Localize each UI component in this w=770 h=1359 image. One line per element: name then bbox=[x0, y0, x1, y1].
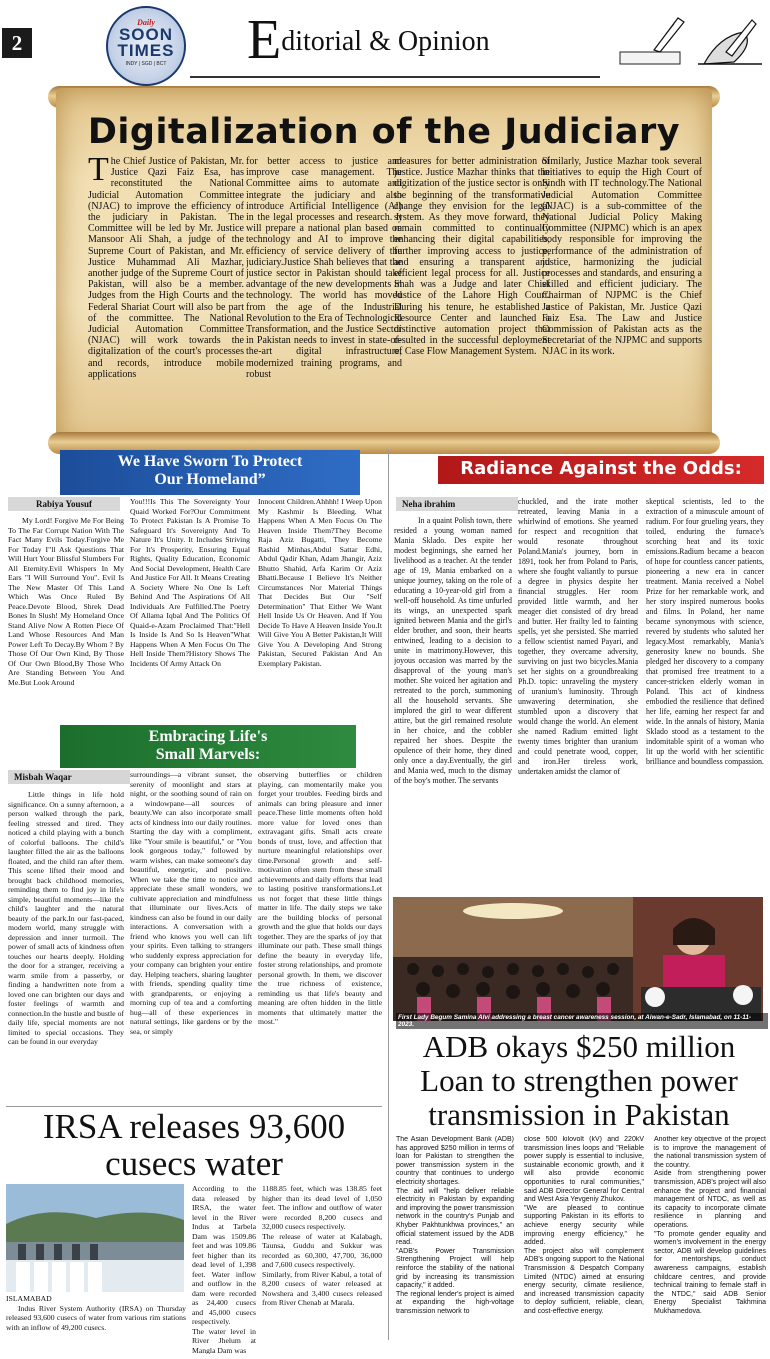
editorial-drop-cap: T bbox=[88, 156, 109, 188]
tarbela-dam-photo bbox=[6, 1184, 184, 1292]
photo-caption: First Lady Begum Samina Alvi addressing a breast cancer awareness session, at Aiwan-e-Sadr, Islamabad, on 11-11-2023. bbox=[396, 1013, 768, 1029]
radiance-banner: Radiance Against the Odds: bbox=[438, 456, 764, 484]
sworn-column-3: Innocent Children.Ahhhh! I Weep Upon My Kashmir Is Bleeding. What Happens When A Men Focus On The Heaven Inside Them?They Become Raja Aziz Bugatti, They Become Rashid Minhas,Abdul Sattar Edhi, Abdul Qadir Khan, Adam Jhangir, Aziz Bhutto Shahid, Arfa Karim Or Aziz Bhatti.Because I Believe It's Neither Circumstances Nor Material Things That Decides But Our "Self Determination" That Either We Want Hell Inside Us Or Heaven. And If You Decide To Have A Heaven Inside You.It Will Give You A Better Pakistan,It Will Give You A Developing And Strong Pakistan, Secured Pakistan And An Exemplary Pakistan. bbox=[258, 497, 382, 668]
center-divider bbox=[388, 450, 389, 1340]
marvels-author: Misbah Waqar bbox=[8, 770, 130, 784]
irsa-headline-line-1: IRSA releases 93,600 bbox=[42, 1107, 346, 1146]
irsa-headline bbox=[6, 1108, 382, 1182]
marvels-column-1: Little things in life hold significance. On a sunny afternoon, a person walked through the park, feeling stressed and tired. They noticed a child playing with a bunch of colorful balloons. The child's laughter filled the air as the balloons floated, and the child ran after them. This scene lifted their mood and brought back childhood memories, reminding them to find joy in life's simple, beautiful moments—like the child's laughter and the natural beauty of the park.In our fast-paced, modern world, many struggle with depression and inner turmoil. The power of small acts of kindness often touches our hearts deeply. Holding the door for a stranger, receiving a warm smile from a passerby, or finding a handwritten note from a loved one can brighten our days and foster feelings of warmth and connection.In the hustle and bustle of daily life, special moments are not limited to special occasions. They can be found in our everyday bbox=[8, 790, 124, 1046]
irsa-column-3: 1188.85 feet, which was 138.85 feet higher than its dead level of 1,050 feet. The inflow and outflow of water were recorded 8,200 cusecs and 32,000 cusecs respectively. The release of water at Kalabagh, Taunsa, Guddu and Sukkur was recorded as 60,300, 47,700, 36,000 and 7,600 cusecs respectively. Similarly, from River Kabul, a total of 8,200 cusecs of water released at Nowshera and 3,400 cusecs released from River Chenab at Marala. bbox=[262, 1184, 382, 1307]
section-title-rest: ditorial & Opinion bbox=[281, 26, 490, 57]
sworn-column-1: My Lord! Forgive Me For Being To The Far Corrupt Nation With The Fact Many Evils Today.Forgive Me For Today I"ll Ask Questions That Will Hurt Your Blissful Slumbers For All Eternity.Evil Whispers In My Ears "I Will Surround You". Evil Is The New Master Of This Land Which Was Once Ruled By Peace.Devote Blood, Shrek Dead Bones In Slush! My Homeland Once Stand Alive Now A Rotten Piece Of Land Whose Resources And Man Power Left To Decay.By Whom ? By Those Of Our Own Kind, By Those Of Our Own Blood,By Those Who Are Standing Between You And Me.But Look Around bbox=[8, 516, 124, 687]
radiance-column-2: chuckled, and the irate mother retreated, leaving Mania in a whirlwind of emotions. She yearned for respect and recognition that would resonate throughout Poland.Mania's journey, born in 1891, took her from Poland to Paris, where she fought valiantly to pursue a degree in physics despite her financial struggles. Her room provided little warmth, and her meager diet consisted of dry bread and butter. Her frailty led to fainting spells, yet she persisted. She married a fellow scientist named Payari, and together, they overcame adversity, surviving on just two bicycles.Mania set her sights on a groundbreaking Ph.D. topic: unraveling the mystery of uranium's luminosity. Through unwavering determination, she stumbled upon a discovery that would change the world. An element she named Radium emitted light twenty times brighter than uranium and could penetrate wood, copper, and iron.Her tireless work, undertaken amidst the clamor of bbox=[518, 497, 638, 776]
sworn-author: Rabiya Yousuf bbox=[8, 497, 120, 511]
radiance-column-1: In a quaint Polish town, there resided a young woman named Mania Sklado. Des expite her modest beginnings, she earned her livelihood as a teacher. At the tender age of 19, Mania embarked on a unique journey, taking on the role of educating a 10-year-old girl from a well-off household. As time unfurled its wings, an unexpected spark ignited between Mania and the girl's elder brother, and soon, their hearts entwined, leading to a decision to unite in matrimony.However, this joyous occasion was marred by the disapproval of the young man's mother. She voiced her agitation and retreated to the porch, summoning all the household servants. She implored the girl to wear different attire, but the girl remained resolute in her choice, and the cobbler repaired her shoes. Despite the opulence of their home, they dined only once a day.Eventually, the girl and Mania wed, much to the dismay of the boy's mother. The servants bbox=[394, 516, 512, 785]
sworn-title-line-2: Our Homeland” bbox=[154, 471, 266, 488]
logo-name-bottom: TIMES bbox=[117, 41, 175, 60]
adb-headline-line-1: ADB okays $250 million bbox=[422, 1029, 736, 1064]
radiance-author: Neha ibrahim bbox=[396, 497, 518, 511]
adb-column-2: close 500 kilovolt (kV) and 220kV transmission lines loops and "Reliable power supply is essential to inclusive, sustainable economic growth, and it will also provide economic opportunities to rural communities," said ADB Director General for Central and West Asia Yevgeniy Zhukov. "We are pleased to continue supporting Pakistan in its efforts to achieve energy security while improving energy efficiency," he added. The project also will complement ADB's ongoing support to the National Transmission & Despatch Company Limited (NTDC) aimed at ensuring energy security, climate resilience, and increased transmission capacity to deploy sufficient, reliable, clean, and cost-effective energy. bbox=[524, 1136, 644, 1315]
radiance-column-3: skeptical scientists, led to the extraction of a minuscule amount of radium. For four grueling years, they toiled, enduring the furnace's scorching heat and its toxic emissions.Radium became a beacon of hope for countless cancer patients, pioneering a new era in cancer treatment. Mania received a Nobel Prize for her remarkable work, and her story inspired numerous books and films. In Poland, her name became synonymous with science, revered by students who saluted her legacy.Most remarkably, Mania's generosity knew no bounds. She pledged her discovery to a company that promised free treatment to a cancer-stricken elderly woman in Poland. This act of kindness embodied the resilience that defined her life, earning her respect far and wide. In the annals of history, Mania Sklado stood as a testament to the indomitable spirit of a woman who lit up the world with her scientific brilliance and boundless compassion. bbox=[646, 497, 764, 766]
adb-column-1: The Asian Development Bank (ADB) has approved $250 million in terms of loan for Pakistan to strengthen the power transmission system in the country that continues to undergo electricity shortages. The aid will "help deliver reliable electricity in Pakistan by expanding and improving the power transmission network in the country's Punjab and Khyber Pakhtunkhwa provinces," an official statement issued by the ADB read. "ADB's Power Transmission Strengthening Project will help reinforce the stability of the national grid by increasing its transmission capacity," it added. The regional lender's project is aimed at expanding the high-voltage transmission network to bbox=[396, 1136, 514, 1315]
sworn-banner bbox=[60, 450, 360, 495]
adb-headline-line-2: Loan to strengthen power bbox=[420, 1063, 738, 1098]
section-title bbox=[247, 9, 490, 71]
newspaper-logo bbox=[106, 6, 186, 86]
quill-writing-icon bbox=[614, 14, 764, 74]
marvels-banner bbox=[60, 725, 356, 768]
irsa-column-2: According to the data released by IRSA, the water level in the River Indus at Tarbela Dam was 1509.86 feet and was 109.86 feet higher than its dead level of 1,398 feet. Water inflow and outflow in the dam were recorded as 24,400 cusecs and 45,000 cusecs respectively. The water level in River Jhelum at Mangla Dam was bbox=[192, 1184, 256, 1354]
sworn-title-line-1: We Have Sworn To Protect bbox=[117, 453, 303, 470]
adb-column-3: Another key objective of the project is to improve the management of the national transmission system of the country. Aside from strengthening power transmission, ADB's project will also enhance the project and financial management of NTDC, as well as its capacity to incorporate climate resilience in planning and operations. "To promote gender equality and women's involvement in the energy sector, ADB will develop guidelines for mentorships, conduct awareness campaigns, establish childcare centres, and provide technical training to female staff in the NTDC," said ADB Senior Energy Specialist Takhmina Mukhamedova. bbox=[654, 1136, 766, 1315]
editorial-title: Digitalization of the Judiciary bbox=[87, 112, 681, 152]
logo-daily: Daily bbox=[137, 18, 155, 27]
irsa-column-1 bbox=[6, 1294, 186, 1354]
adb-headline bbox=[394, 1030, 764, 1132]
logo-tagline: INDY | SGD | BCT bbox=[125, 61, 167, 67]
sworn-column-2: You!!!Is This The Sovereignty Your Quaid Worked For?Our Commitment To Protect Pakistan Is A Promise To Safeguard It's Sovereignty And To Nature It's Unity. It Includes Striving For It's Prosperity, Ensuring Equal Rights, Quality Education, Economic And Social Development, Health Care And Justice For All. It Means Creating A Society Where No One Is Left Behind And The Aspirations Of All Individuals Are Fulfilled.The Poetry Of Allama Iqbal And The Politics Of Quaid-e-Azam Proclaimed That:"Hell Is Inside Is And So Is Heaven"What Happens When A Men Focus On The Hell Inside Them?History Shows The Incidents Of Army Attack On bbox=[130, 497, 250, 668]
editorial-text-1: he Chief Justice of Pakistan, Mr. Justice Qazi Faiz Esa, has reconstituted the National Judicial Automation Committee (NJAC) to improve the efficiency of the judiciary in Pakistan. The Committee will be led by Mr. Justice Mansoor Ali Shah, a judge of the Supreme Court of Pakistan, and Mr. Justice Muhammad Ali Mazhar, another judge of the Supreme Court of Pakistan, will also be a member. Judges from the High Courts and the Federal Shariat Court will also be part of the committee. The National Judicial Automation Committee (NJAC) will work towards the digitalization of the court's processes and records, introduce mobile applications bbox=[88, 156, 244, 380]
adb-headline-line-3: transmission in Pakistan bbox=[428, 1097, 730, 1132]
marvels-column-2: surroundings—a vibrant sunset, the serenity of moonlight and stars at night, or the soothing sound of rain on a windowpane—all sources of beauty.We can also incorporate small acts of kindness into our daily routines. Starting the day with a compliment, like "Your smile is beautiful," or "You look gorgeous today," followed by warm wishes, can make someone's day beautiful, energetic, and positive. When we take the time to notice and appreciate these small wonders, we cultivate appreciation and mindfulness that illuminate our lives.Acts of kindness can also be found in our daily interactions. A conversation with a friend who knows you well can lift your spirits. Even talking to strangers who suddenly express appreciation for your company can brighten your entire day. Helping teachers, sharing laughter with friends, spending quality time with grandparents, or enjoying a morning cup of tea and a comforting hug—all of these experiences in natural settings, like gardens or by the sea, or simply bbox=[130, 770, 252, 1036]
logo-name-top: SOON bbox=[118, 25, 174, 44]
irsa-headline-line-2: cusecs water bbox=[105, 1144, 283, 1183]
awareness-session-photo bbox=[393, 897, 763, 1021]
header-rule bbox=[190, 76, 600, 78]
editorial-column-1 bbox=[88, 156, 244, 428]
editorial-column-3: measures for better administration of justice. Justice Mazhar thinks that the digitization of the justice sector is only the beginning of the transformative change they envision for the legal system. As they move forward, they remain committed to continually enhancing their digital capabilities, further improving access to justice, and ensuring a transparent and efficient legal process for all. Justice Shah was a Judge and later Chief Justice of the Lahore High Court. During his tenure, he established a Resource Center and launched a distinctive automation project that resulted in the successful deployment of Case Flow Management System. bbox=[394, 156, 550, 358]
editorial-column-2: for better access to justice and improve case management. The Committee aims to automate and integrate the judiciary and also introduce Artificial Intelligence (AI) in the legal processes and research. It will prepare a national plan based on technology and AI to improve the efficiency of service delivery of the judiciary.Justice Shah believes that the justice sector in Pakistan should take advantage of the new developments in technology. The world has moved from the age of the Industrial Revolution to the Era of Technological Transformation, and the Justice Sector in Pakistan needs to invest in state-of-the-art digital infrastructure, modernized training programs, and robust bbox=[246, 156, 402, 380]
editorial-column-4: Similarly, Justice Mazhar took several initiatives to equip the High Court of Sindh with IT technology.The National Judicial Automation Committee (NJAC) is a sub-committee of the National Judicial Policy Making Committee (NJPMC) which is an apex body responsible for improving the performance of the administration of justice, harmonizing the judicial processes and standards, and ensuring a skilled and efficient judiciary. The Chairman of NJPMC is the Chief Justice of Pakistan, Mr. Justice Qazi Faiz Esa. The Law and Justice Commission of Pakistan acts as the Secretariat of the NJPMC and supports NJAC in its work. bbox=[542, 156, 702, 358]
marvels-column-3: observing butterflies or children playing, can momentarily make you forget your troubles. Feeding birds and animals can bring pleasure and inner peace.These little moments often hold more value for loved ones than extravagant gifts. Small acts create bonds of trust, love, and affection that nurture meaningful relationships over time.Personal growth and self-motivation often stem from these small achievements and daily efforts that lead to lasting positive transformations.Let us not forget that these little things matter in life. The daily steps we take are the building blocks of personal growth and the glue that holds our days together. They are the sparks of joy that illuminate our path. These small things define the beauty in everyday life, foster strong relationships, and promote personal growth. In them, we discover the true richness of existence, reminding us that life's beauty and meaning are often hidden in the little moments that ultimately matter the most." bbox=[258, 770, 382, 1026]
page-number: 2 bbox=[2, 28, 32, 58]
section-initial: E bbox=[247, 9, 282, 71]
marvels-title-line-2: Small Marvels: bbox=[155, 746, 261, 763]
irsa-lead-text: Indus River System Authority (IRSA) on Thursday released 93,600 cusecs of water from various rim stations with an inflow of 49,200 cusecs. bbox=[6, 1303, 186, 1332]
marvels-title-line-1: Embracing Life's bbox=[148, 728, 268, 745]
irsa-dateline: ISLAMABAD bbox=[6, 1294, 52, 1303]
